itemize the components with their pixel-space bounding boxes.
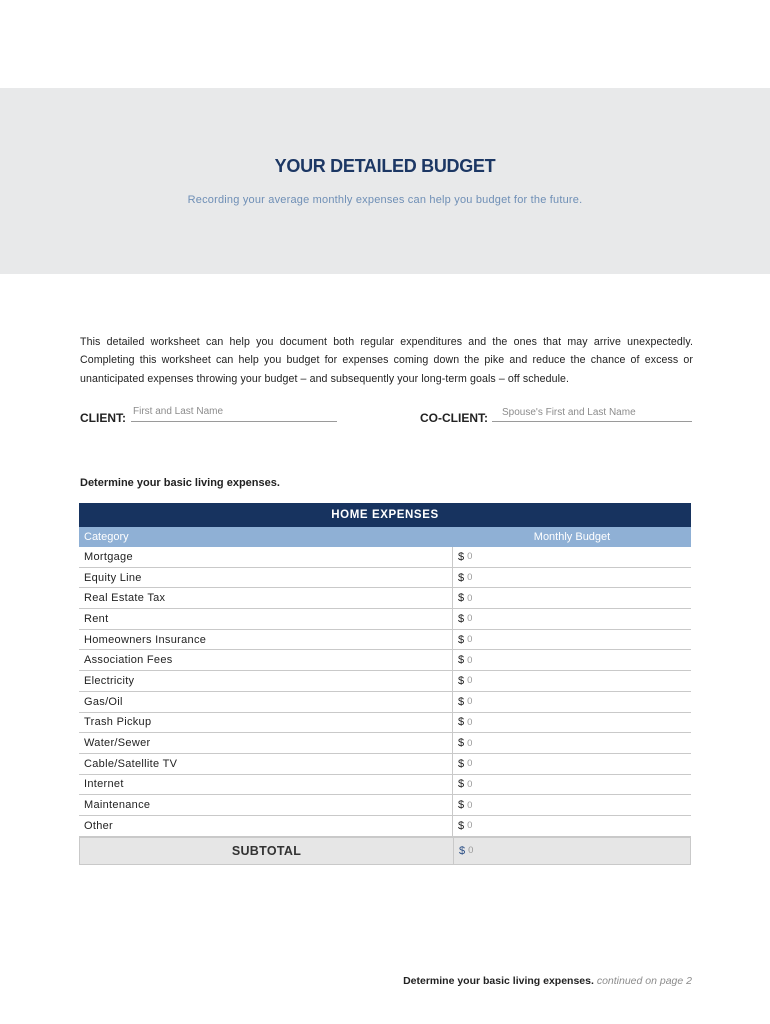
monthly-budget-field[interactable] [453, 572, 691, 584]
client-name-field[interactable] [131, 406, 337, 422]
currency-symbol: $ [458, 799, 465, 812]
row-category: Trash Pickup [79, 713, 453, 733]
client-label: CLIENT: [80, 411, 126, 425]
monthly-budget-field[interactable] [453, 799, 691, 811]
monthly-budget-field[interactable] [453, 634, 691, 646]
row-category: Gas/Oil [79, 692, 453, 712]
currency-symbol: $ [458, 674, 465, 687]
client-name-placeholder: First and Last Name [133, 406, 224, 417]
monthly-budget-value: 0 [467, 737, 473, 749]
table-row [79, 588, 691, 609]
row-category: Maintenance [79, 795, 453, 815]
subtotal-field[interactable] [454, 845, 690, 857]
monthly-budget-value: 0 [467, 551, 473, 563]
monthly-budget-field[interactable] [453, 613, 691, 625]
table-column-header [79, 527, 691, 547]
monthly-budget-value: 0 [467, 572, 473, 584]
row-category: Real Estate Tax [79, 588, 453, 608]
footer-note [403, 975, 692, 987]
monthly-budget-value: 0 [467, 778, 473, 790]
table-row [79, 754, 691, 775]
coclient-name-field[interactable] [492, 407, 692, 422]
currency-symbol: $ [458, 571, 465, 584]
table-row [79, 671, 691, 692]
intro-paragraph: This detailed worksheet can help you document both regular expenditures and the ones that may arrive unexpectedly. Completing this worksheet can help you budget for expenses coming down the pike and reduce the chance of excess or unanticipated expenses throwing your budget – and subsequently your long-term goals – off schedule. [80, 336, 693, 385]
row-category: Association Fees [79, 650, 453, 670]
column-header-monthly-budget: Monthly Budget [533, 531, 611, 543]
table-row [79, 816, 691, 837]
monthly-budget-value: 0 [467, 799, 473, 811]
currency-symbol: $ [458, 695, 465, 708]
monthly-budget-field[interactable] [453, 758, 691, 770]
currency-symbol: $ [458, 592, 465, 605]
subtotal-value: 0 [468, 845, 474, 857]
section-heading: Determine your basic living expenses. [80, 477, 280, 489]
monthly-budget-field[interactable] [453, 716, 691, 728]
monthly-budget-value: 0 [467, 716, 473, 728]
monthly-budget-field[interactable] [453, 592, 691, 604]
currency-symbol: $ [458, 612, 465, 625]
monthly-budget-field[interactable] [453, 675, 691, 687]
currency-symbol: $ [458, 819, 465, 832]
row-category: Internet [79, 775, 453, 795]
monthly-budget-value: 0 [467, 592, 473, 604]
table-row [79, 650, 691, 671]
monthly-budget-field[interactable] [453, 820, 691, 832]
header-band [0, 88, 770, 274]
row-category: Electricity [79, 671, 453, 691]
currency-symbol: $ [459, 844, 466, 857]
monthly-budget-value: 0 [467, 613, 473, 625]
subtotal-row [79, 837, 691, 865]
page-subtitle: Recording your average monthly expenses can help you budget for the future. [187, 194, 583, 206]
currency-symbol: $ [458, 737, 465, 750]
currency-symbol: $ [458, 778, 465, 791]
currency-symbol: $ [458, 633, 465, 646]
currency-symbol: $ [458, 757, 465, 770]
table-row [79, 609, 691, 630]
table-title: HOME EXPENSES [79, 503, 691, 527]
currency-symbol: $ [458, 550, 465, 563]
row-category: Mortgage [79, 547, 453, 567]
monthly-budget-field[interactable] [453, 696, 691, 708]
row-category: Cable/Satellite TV [79, 754, 453, 774]
row-category: Rent [79, 609, 453, 629]
row-category: Water/Sewer [79, 733, 453, 753]
coclient-label: CO-CLIENT: [420, 411, 488, 425]
subtotal-label: SUBTOTAL [80, 838, 454, 864]
monthly-budget-value: 0 [467, 654, 473, 666]
row-category: Other [79, 816, 453, 836]
monthly-budget-value: 0 [467, 820, 473, 832]
table-row [79, 713, 691, 734]
monthly-budget-value: 0 [467, 634, 473, 646]
monthly-budget-value: 0 [467, 696, 473, 708]
monthly-budget-field[interactable] [453, 737, 691, 749]
row-category: Equity Line [79, 568, 453, 588]
table-row [79, 692, 691, 713]
page-title: YOUR DETAILED BUDGET [274, 156, 496, 176]
footer-note-continued: continued on page 2 [596, 975, 692, 987]
table-row [79, 630, 691, 651]
column-header-category: Category [84, 531, 129, 543]
table-body [79, 547, 691, 837]
coclient-name-placeholder: Spouse's First and Last Name [502, 407, 636, 418]
table-row [79, 795, 691, 816]
currency-symbol: $ [458, 654, 465, 667]
monthly-budget-value: 0 [467, 675, 473, 687]
monthly-budget-value: 0 [467, 758, 473, 770]
footer-note-bold: Determine your basic living expenses. [403, 975, 594, 987]
row-category: Homeowners Insurance [79, 630, 453, 650]
monthly-budget-field[interactable] [453, 778, 691, 790]
monthly-budget-field[interactable] [453, 551, 691, 563]
table-row [79, 568, 691, 589]
currency-symbol: $ [458, 716, 465, 729]
monthly-budget-field[interactable] [453, 654, 691, 666]
home-expenses-table [79, 503, 691, 865]
table-row [79, 775, 691, 796]
table-row [79, 547, 691, 568]
table-row [79, 733, 691, 754]
